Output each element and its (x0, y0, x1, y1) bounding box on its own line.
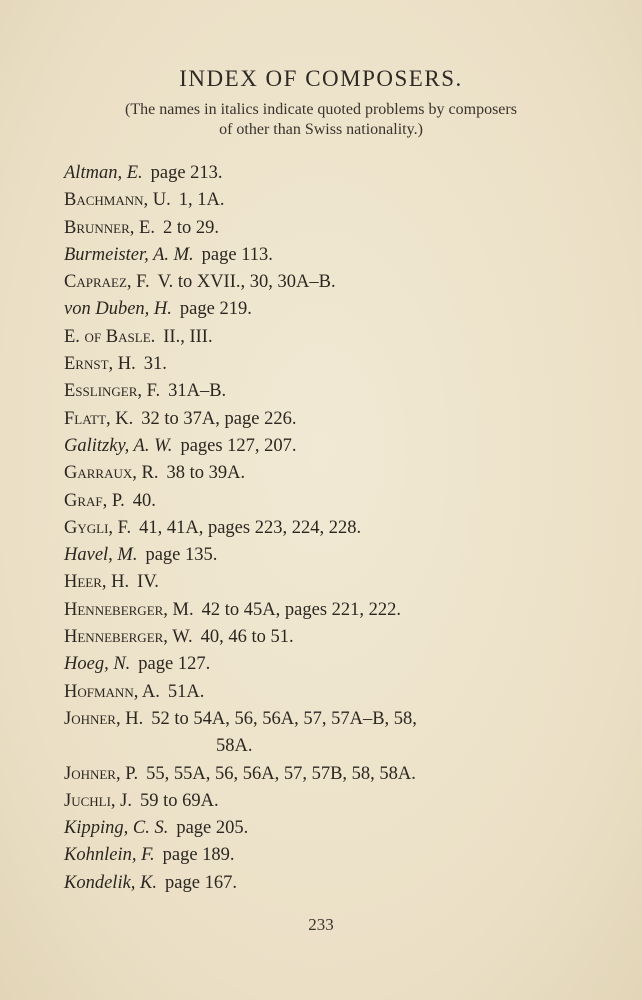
index-entry (64, 706, 584, 761)
composer-name: Galitzky, A. W. (64, 435, 173, 456)
problem-references: page 135. (145, 545, 218, 566)
composer-name: Garraux, R. (64, 463, 159, 484)
problem-references: 31. (143, 354, 167, 375)
index-entry (64, 406, 584, 433)
index-entry (64, 351, 584, 378)
index-entry (64, 433, 584, 460)
index-entry (64, 815, 584, 842)
problem-references: 55, 55A, 56, 56A, 57, 57B, 58, 58A. (146, 763, 416, 784)
index-entry (64, 460, 584, 487)
problem-references: IV. (137, 572, 159, 593)
problem-references: V. to XVII., 30, 30A–B. (157, 272, 336, 293)
index-entry (64, 378, 584, 405)
problem-references: 59 to 69A. (140, 790, 219, 811)
italics-note-line-1: (The names in italics indicate quoted problems by composers (125, 101, 517, 118)
composer-name: Altman, E. (64, 163, 143, 183)
index-entry (64, 269, 584, 296)
problem-references: II., III. (163, 326, 213, 347)
composer-name: E. of Basle. (64, 326, 156, 347)
problem-references-continuation: 58A. (216, 736, 253, 757)
index-entry (64, 761, 584, 788)
composer-name: Capraez, F. (64, 272, 150, 293)
composer-name: Havel, M. (64, 545, 138, 566)
problem-references: 40. (132, 490, 156, 511)
index-entry (64, 788, 584, 815)
index-entry (64, 324, 584, 351)
problem-references: 51A. (167, 681, 205, 702)
composer-name: Hofmann, A. (64, 681, 160, 702)
composer-name: Esslinger, F. (64, 381, 161, 402)
problem-references: 32 to 37A, page 226. (141, 408, 297, 429)
problem-references: 40, 46 to 51. (200, 627, 294, 648)
problem-references: 52 to 54A, 56, 56A, 57, 57A–B, 58, (151, 708, 417, 729)
problem-references: 42 to 45A, pages 221, 222. (201, 599, 402, 620)
index-entry (64, 569, 584, 596)
composer-index-list (64, 160, 584, 897)
composer-name: Kipping, C. S. (64, 818, 169, 839)
index-entry (64, 296, 584, 323)
index-entry (64, 542, 584, 569)
composer-name: von Duben, H. (64, 299, 172, 320)
problem-references: page 167. (165, 872, 237, 893)
composer-name: Kondelik, K. (64, 872, 158, 893)
problem-references: page 219. (179, 299, 252, 320)
composer-name: Johner, P. (64, 763, 139, 784)
composer-name: Burmeister, A. M. (64, 244, 194, 265)
index-entry (64, 679, 584, 706)
index-entry (64, 870, 584, 897)
composer-name: Hoeg, N. (64, 654, 131, 675)
composer-name: Juchli, J. (64, 790, 132, 811)
index-entry (64, 488, 584, 515)
problem-references: 31A–B. (168, 381, 227, 402)
page-number: 233 (308, 915, 334, 934)
index-entry (64, 515, 584, 542)
problem-references: page 189. (162, 845, 235, 866)
composer-name: Gygli, F. (64, 517, 132, 538)
index-entry (64, 215, 584, 242)
problem-references: 1, 1A. (178, 190, 225, 211)
index-entry (64, 187, 584, 214)
index-entry (64, 160, 584, 187)
composer-name: Flatt, K. (64, 408, 134, 429)
composer-name: Kohnlein, F. (64, 845, 155, 866)
index-entry (64, 597, 584, 624)
index-entry (64, 242, 584, 269)
composer-name: Ernst, H. (64, 354, 136, 375)
problem-references: 2 to 29. (162, 217, 219, 238)
composer-name: Brunner, E. (64, 217, 155, 238)
problem-references: page 205. (176, 818, 249, 839)
problem-references: page 127. (138, 654, 211, 675)
index-entry (64, 651, 584, 678)
problem-references: page 213. (150, 163, 223, 183)
problem-references: 38 to 39A. (166, 463, 246, 484)
composer-name: Johner, H. (64, 708, 144, 729)
problem-references: pages 127, 207. (180, 435, 297, 456)
italics-note-line-2: of other than Swiss nationality.) (219, 121, 423, 138)
composer-name: Heer, H. (64, 572, 130, 593)
composer-name: Bachmann, U. (64, 190, 171, 211)
index-entry (64, 842, 584, 869)
composer-name: Henneberger, W. (64, 627, 193, 648)
page-title: INDEX OF COMPOSERS. (179, 66, 463, 91)
composer-name: Henneberger, M. (64, 599, 194, 620)
index-entry (64, 624, 584, 651)
problem-references: page 113. (201, 244, 273, 265)
composer-name: Graf, P. (64, 490, 125, 511)
problem-references: 41, 41A, pages 223, 224, 228. (139, 517, 362, 538)
